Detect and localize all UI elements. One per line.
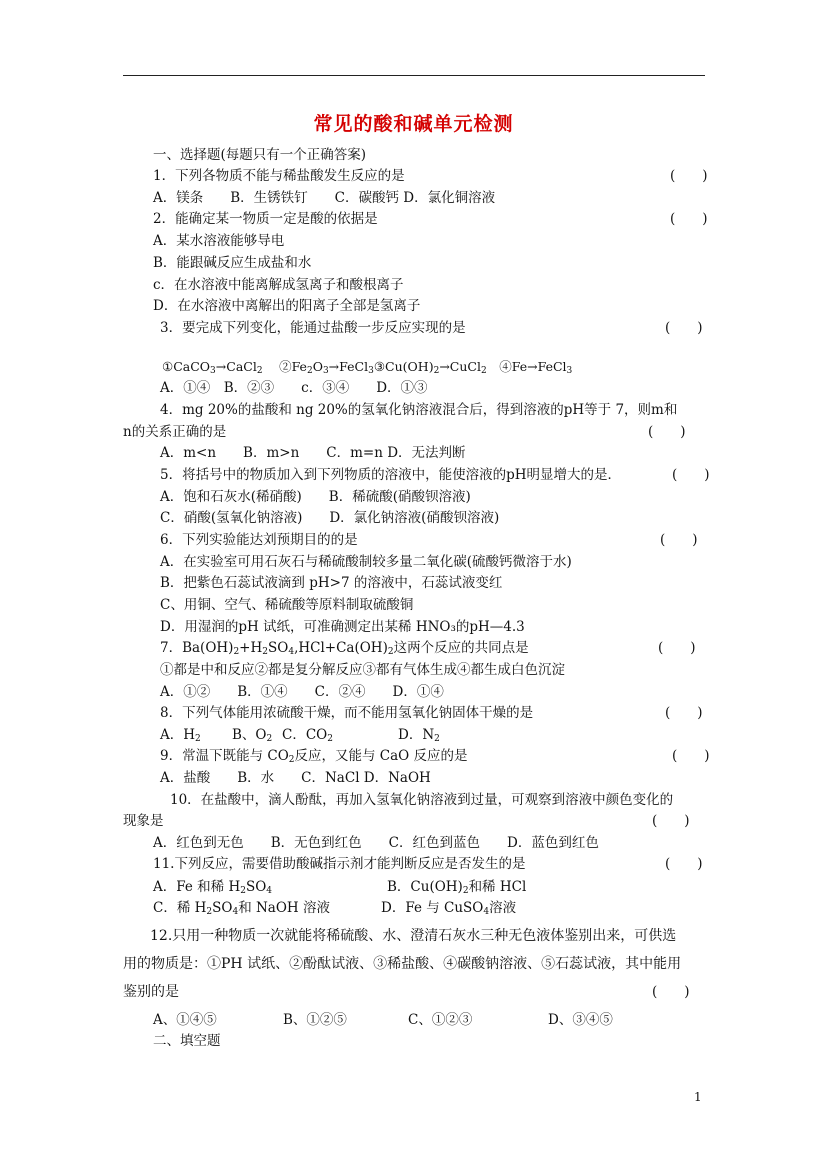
question-3-stem: 3．要完成下列变化，能通过盐酸一步反应实现的是 xyxy=(160,320,466,336)
question-5-options-ab: A．饱和石灰水(稀硝酸) B．稀硫酸(硝酸钡溶液) xyxy=(160,489,471,505)
question-11-option-a: A．Fe 和稀 $H_2SO_4$ xyxy=(153,879,273,896)
question-5-stem: 5．将括号中的物质加入到下列物质的溶液中，能使溶液的pH明显增大的是． xyxy=(160,467,622,483)
question-10-stem-line2: 现象是 xyxy=(123,813,164,829)
question-11-option-b: B．$Cu(OH)_2$和稀 HCl xyxy=(387,879,527,896)
section-heading-choice: 一、选择题(每题只有一个正确答案) xyxy=(153,147,367,163)
question-12-option-c: C、①②③ xyxy=(408,1012,473,1028)
question-12-answer-blank: ( ) xyxy=(652,984,690,1000)
question-8-option-a: A．$H_2$ xyxy=(160,727,201,744)
question-12-option-b: B、①②⑤ xyxy=(283,1012,347,1028)
question-12-option-a: A、①④⑤ xyxy=(153,1012,217,1028)
section-heading-fill-blank: 二、填空题 xyxy=(153,1033,221,1049)
question-4-answer-blank: ( ) xyxy=(648,424,686,440)
question-6-option-b: B．把紫色石蕊试液滴到 pH>7 的溶液中，石蕊试液变红 xyxy=(160,575,503,591)
question-8-stem: 8．下列气体能用浓硫酸干燥，而不能用氢氧化钠固体干燥的是 xyxy=(160,705,534,721)
question-11-option-c: C．稀 $H_2SO_4$和 NaOH 溶液 xyxy=(153,900,330,917)
question-6-answer-blank: ( ) xyxy=(660,532,698,548)
question-6-option-a: A．在实验室可用石灰石与稀硫酸制较多量二氧化碳(硫酸钙微溶于水) xyxy=(160,554,572,570)
question-9-stem: 9．常温下既能与 $CO_2$反应，又能与 CaO 反应的是 xyxy=(160,748,468,765)
question-6-option-d: D．用湿润的pH 试纸，可准确测定出某稀 HNO₃的pH—4.3 xyxy=(160,619,525,635)
page-title: 常见的酸和碱单元检测 xyxy=(313,113,514,135)
question-7-statements: ①都是中和反应②都是复分解反应③都有气体生成④都生成白色沉淀 xyxy=(160,662,565,678)
question-10-options: A．红色到无色 B．无色到红色 C．红色到蓝色 D．蓝色到红色 xyxy=(153,835,599,851)
question-2-option-c: c．在水溶液中能离解成氢离子和酸根离子 xyxy=(153,277,404,293)
question-8-option-b: B、$O_2$ xyxy=(232,727,273,744)
question-4-stem-line2: n的关系正确的是 xyxy=(123,424,227,440)
question-5-options-cd: C．硝酸(氢氧化钠溶液) D．氯化钠溶液(硝酸钡溶液) xyxy=(160,510,500,526)
question-4-options: A．m<n B．m>n C．m=n D．无法判断 xyxy=(160,445,466,461)
question-12-stem-line2: 用的物质是：①PH 试纸、②酚酞试液、③稀盐酸、④碳酸钠溶液、⑤石蕊试液，其中能用 xyxy=(123,956,682,972)
question-2-answer-blank: ( ) xyxy=(670,211,708,227)
question-1-answer-blank: ( ) xyxy=(670,168,708,184)
question-9-options: A．盐酸 B．水 C．NaCl D．NaOH xyxy=(160,770,431,786)
question-7-options: A．①② B．①④ C．②④ D．①④ xyxy=(160,684,444,700)
header-rule xyxy=(123,75,705,76)
question-6-option-c: C、用铜、空气、稀硫酸等原料制取硫酸铜 xyxy=(160,597,414,613)
question-12-stem-line3: 鉴别的是 xyxy=(123,984,179,1000)
question-10-answer-blank: ( ) xyxy=(652,813,690,829)
question-11-answer-blank: ( ) xyxy=(665,856,703,872)
question-12-stem-line1: 12.只用一种物质一次就能将稀硫酸、水、澄清石灰水三种无色液体鉴别出来，可供选 xyxy=(150,928,677,944)
question-2-option-a: A．某水溶液能够导电 xyxy=(153,233,285,249)
question-2-option-b: B．能跟碱反应生成盐和水 xyxy=(153,255,312,271)
question-8-option-c: C．$CO_2$ xyxy=(282,727,333,744)
question-8-option-d: D．$N_2$ xyxy=(398,727,440,744)
question-10-stem-line1: 10．在盐酸中，滴人酚酞，再加入氢氧化钠溶液到过量，可观察到溶液中颜色变化的 xyxy=(170,792,674,808)
question-11-option-d: D．Fe 与 CuSO$_4$溶液 xyxy=(381,900,517,917)
question-2-stem: 2．能确定某一物质一定是酸的依据是 xyxy=(153,211,378,227)
question-3-answer-blank: ( ) xyxy=(665,320,703,336)
page-number: 1 xyxy=(694,1090,702,1104)
question-12-option-d: D、③④⑤ xyxy=(548,1012,613,1028)
question-1-stem: 1．下列各物质不能与稀盐酸发生反应的是 xyxy=(153,168,405,184)
question-7-answer-blank: ( ) xyxy=(658,640,696,656)
question-3-reactions: ①CaCO$_3$→CaCl$_2$ $②Fe_2O_3\to FeCl_3③Cu(OH)_2\to CuCl_2$ ④Fe→FeCl$_3$ xyxy=(162,359,573,376)
question-11-stem: 11.下列反应，需要借助酸碱指示剂才能判断反应是否发生的是 xyxy=(153,856,526,872)
question-3-options: A．①④ B．②③ c．③④ D．①③ xyxy=(160,380,428,396)
question-5-answer-blank: ( ) xyxy=(672,467,710,483)
question-8-answer-blank: ( ) xyxy=(665,705,703,721)
question-6-stem: 6．下列实验能达刘预期目的的是 xyxy=(160,532,358,548)
question-4-stem-line1: 4．mg 20%的盐酸和 ng 20%的氢氧化钠溶液混合后，得到溶液的pH等于 7，则m和 xyxy=(160,402,678,418)
question-1-options: A．镁条 B．生锈铁钉 C．碳酸钙 D．氯化铜溶液 xyxy=(153,190,496,206)
question-7-stem: 7．$Ba(OH)_2+H_2SO_4,HCl+Ca(OH)_2$这两个反应的共同点是 xyxy=(160,640,529,657)
question-9-answer-blank: ( ) xyxy=(672,748,710,764)
question-2-option-d: D．在水溶液中离解出的阳离子全部是氢离子 xyxy=(153,298,421,314)
